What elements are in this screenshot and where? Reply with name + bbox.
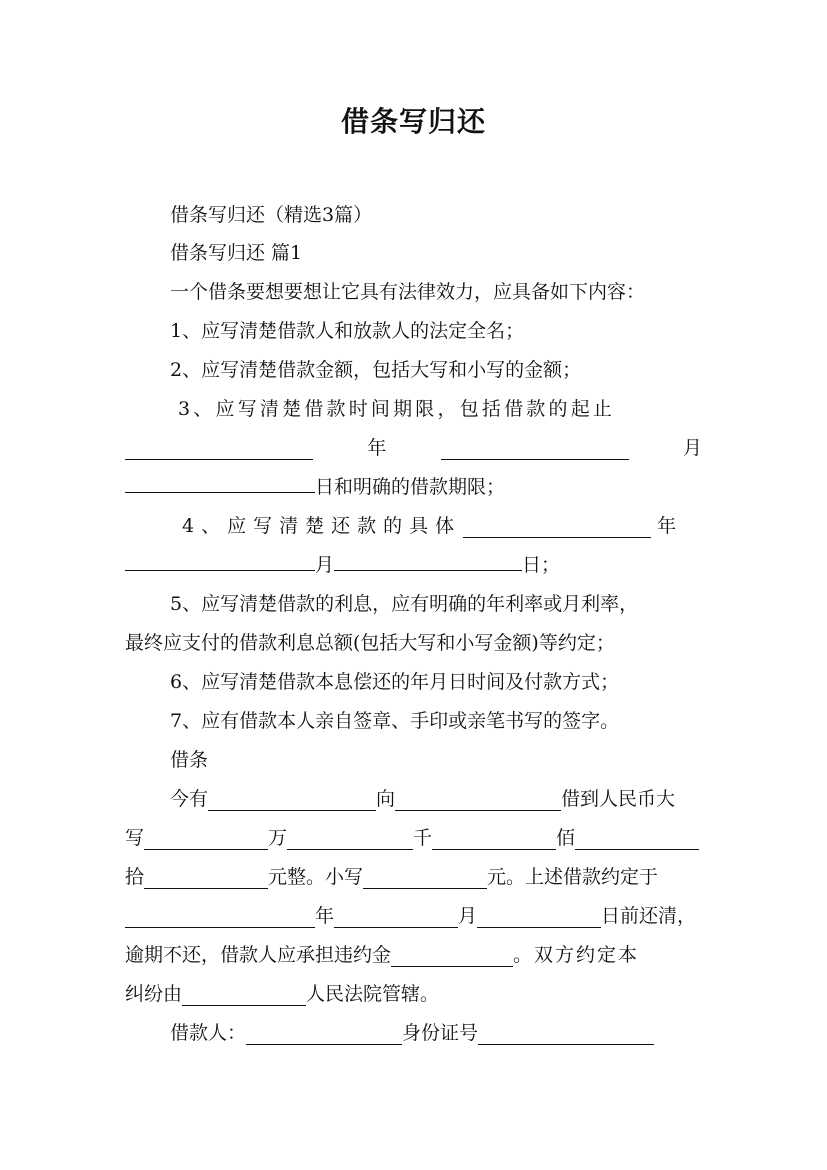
subtitle: 借条写归还（精选3篇） bbox=[170, 204, 373, 226]
blank-borrower bbox=[208, 792, 376, 811]
note-heading: 借条 bbox=[170, 749, 209, 771]
list-item-2: 2、应写清楚借款金额，包括大写和小写的金额； bbox=[170, 359, 582, 381]
borrower-label: 借款人： bbox=[170, 1022, 247, 1044]
blank-repay-day bbox=[334, 552, 522, 571]
intro-paragraph: 一个借条要想要想让它具有法律效力，应具备如下内容： bbox=[170, 281, 646, 303]
list-item-1: 1、应写清楚借款人和放款人的法定全名； bbox=[170, 320, 525, 342]
list-item-7: 7、应有借款本人亲自签章、手印或亲笔书写的签字。 bbox=[170, 710, 620, 732]
blank-start-month bbox=[441, 441, 629, 460]
month-label: 月 bbox=[315, 554, 335, 576]
blank-penalty bbox=[391, 948, 513, 967]
year-label: 年 bbox=[367, 437, 387, 459]
note-text: 逾期不还，借款人应承担违约金 bbox=[125, 944, 392, 966]
note-text: 借到人民币大 bbox=[561, 788, 676, 810]
note-line-4 bbox=[125, 901, 696, 928]
note-line-6 bbox=[125, 979, 439, 1006]
blank-shi bbox=[575, 831, 699, 850]
note-text: 万 bbox=[268, 827, 288, 849]
blank-court bbox=[182, 987, 306, 1006]
list-item-3-tail-text: 日和明确的借款期限； bbox=[315, 476, 506, 498]
note-text: 佰 bbox=[556, 827, 576, 849]
list-item-4-text: 4、应写清楚还款的具体 bbox=[182, 515, 462, 537]
blank-qian bbox=[287, 831, 413, 850]
note-text: 拾 bbox=[125, 866, 145, 888]
note-text: 元。上述借款约定于 bbox=[487, 866, 659, 888]
list-item-4-tail bbox=[125, 550, 560, 577]
note-line-3 bbox=[125, 862, 658, 889]
note-line-2 bbox=[125, 823, 699, 850]
blank-repay-month bbox=[125, 552, 315, 571]
list-item-4-lead bbox=[182, 511, 702, 538]
note-text: 向 bbox=[376, 788, 396, 810]
borrower-line bbox=[170, 1018, 654, 1045]
note-text: 人民法院管辖。 bbox=[306, 983, 440, 1005]
blank-lowercase-amount bbox=[363, 870, 487, 889]
list-item-5-line1: 5、应写清楚借款的利息，应有明确的年利率或月利率， bbox=[170, 593, 639, 615]
note-text: 今有 bbox=[170, 788, 209, 810]
blank-yuan bbox=[144, 870, 268, 889]
note-text: 。双方约定本 bbox=[513, 944, 640, 966]
blank-borrower-name bbox=[246, 1026, 402, 1045]
note-line-1 bbox=[170, 784, 675, 811]
note-text: 月 bbox=[458, 905, 478, 927]
blank-due-day bbox=[477, 909, 601, 928]
list-item-6: 6、应写清楚借款本息偿还的年月日时间及付款方式； bbox=[170, 671, 620, 693]
blank-end-date bbox=[125, 474, 315, 493]
blank-due-month bbox=[334, 909, 458, 928]
blank-due-year bbox=[125, 909, 315, 928]
year-label: 年 bbox=[657, 515, 677, 537]
blank-wan bbox=[144, 831, 268, 850]
note-text: 千 bbox=[413, 827, 433, 849]
day-label: 日； bbox=[522, 554, 561, 576]
note-text: 元整。小写 bbox=[268, 866, 364, 888]
note-text: 纠纷由 bbox=[125, 983, 183, 1005]
blank-id-number bbox=[478, 1026, 654, 1045]
section-heading: 借条写归还 篇1 bbox=[170, 242, 303, 264]
note-text: 写 bbox=[125, 827, 145, 849]
id-number-label: 身份证号 bbox=[402, 1022, 479, 1044]
blank-bai bbox=[432, 831, 556, 850]
blank-lender bbox=[395, 792, 561, 811]
month-label: 月 bbox=[682, 437, 702, 459]
list-item-5-line2: 最终应支付的借款利息总额(包括大写和小写金额)等约定； bbox=[125, 632, 615, 654]
list-item-3-tail bbox=[125, 472, 505, 499]
list-item-3-lead: 3、应写清楚借款时间期限，包括借款的起止 bbox=[178, 398, 616, 420]
note-line-5 bbox=[125, 940, 639, 967]
note-text: 年 bbox=[315, 905, 335, 927]
list-item-3-dates bbox=[125, 433, 702, 460]
document-title: 借条写归还 bbox=[340, 105, 486, 138]
blank-repay-date bbox=[463, 519, 651, 538]
blank-start-date bbox=[125, 441, 313, 460]
note-text: 日前还清， bbox=[601, 905, 697, 927]
